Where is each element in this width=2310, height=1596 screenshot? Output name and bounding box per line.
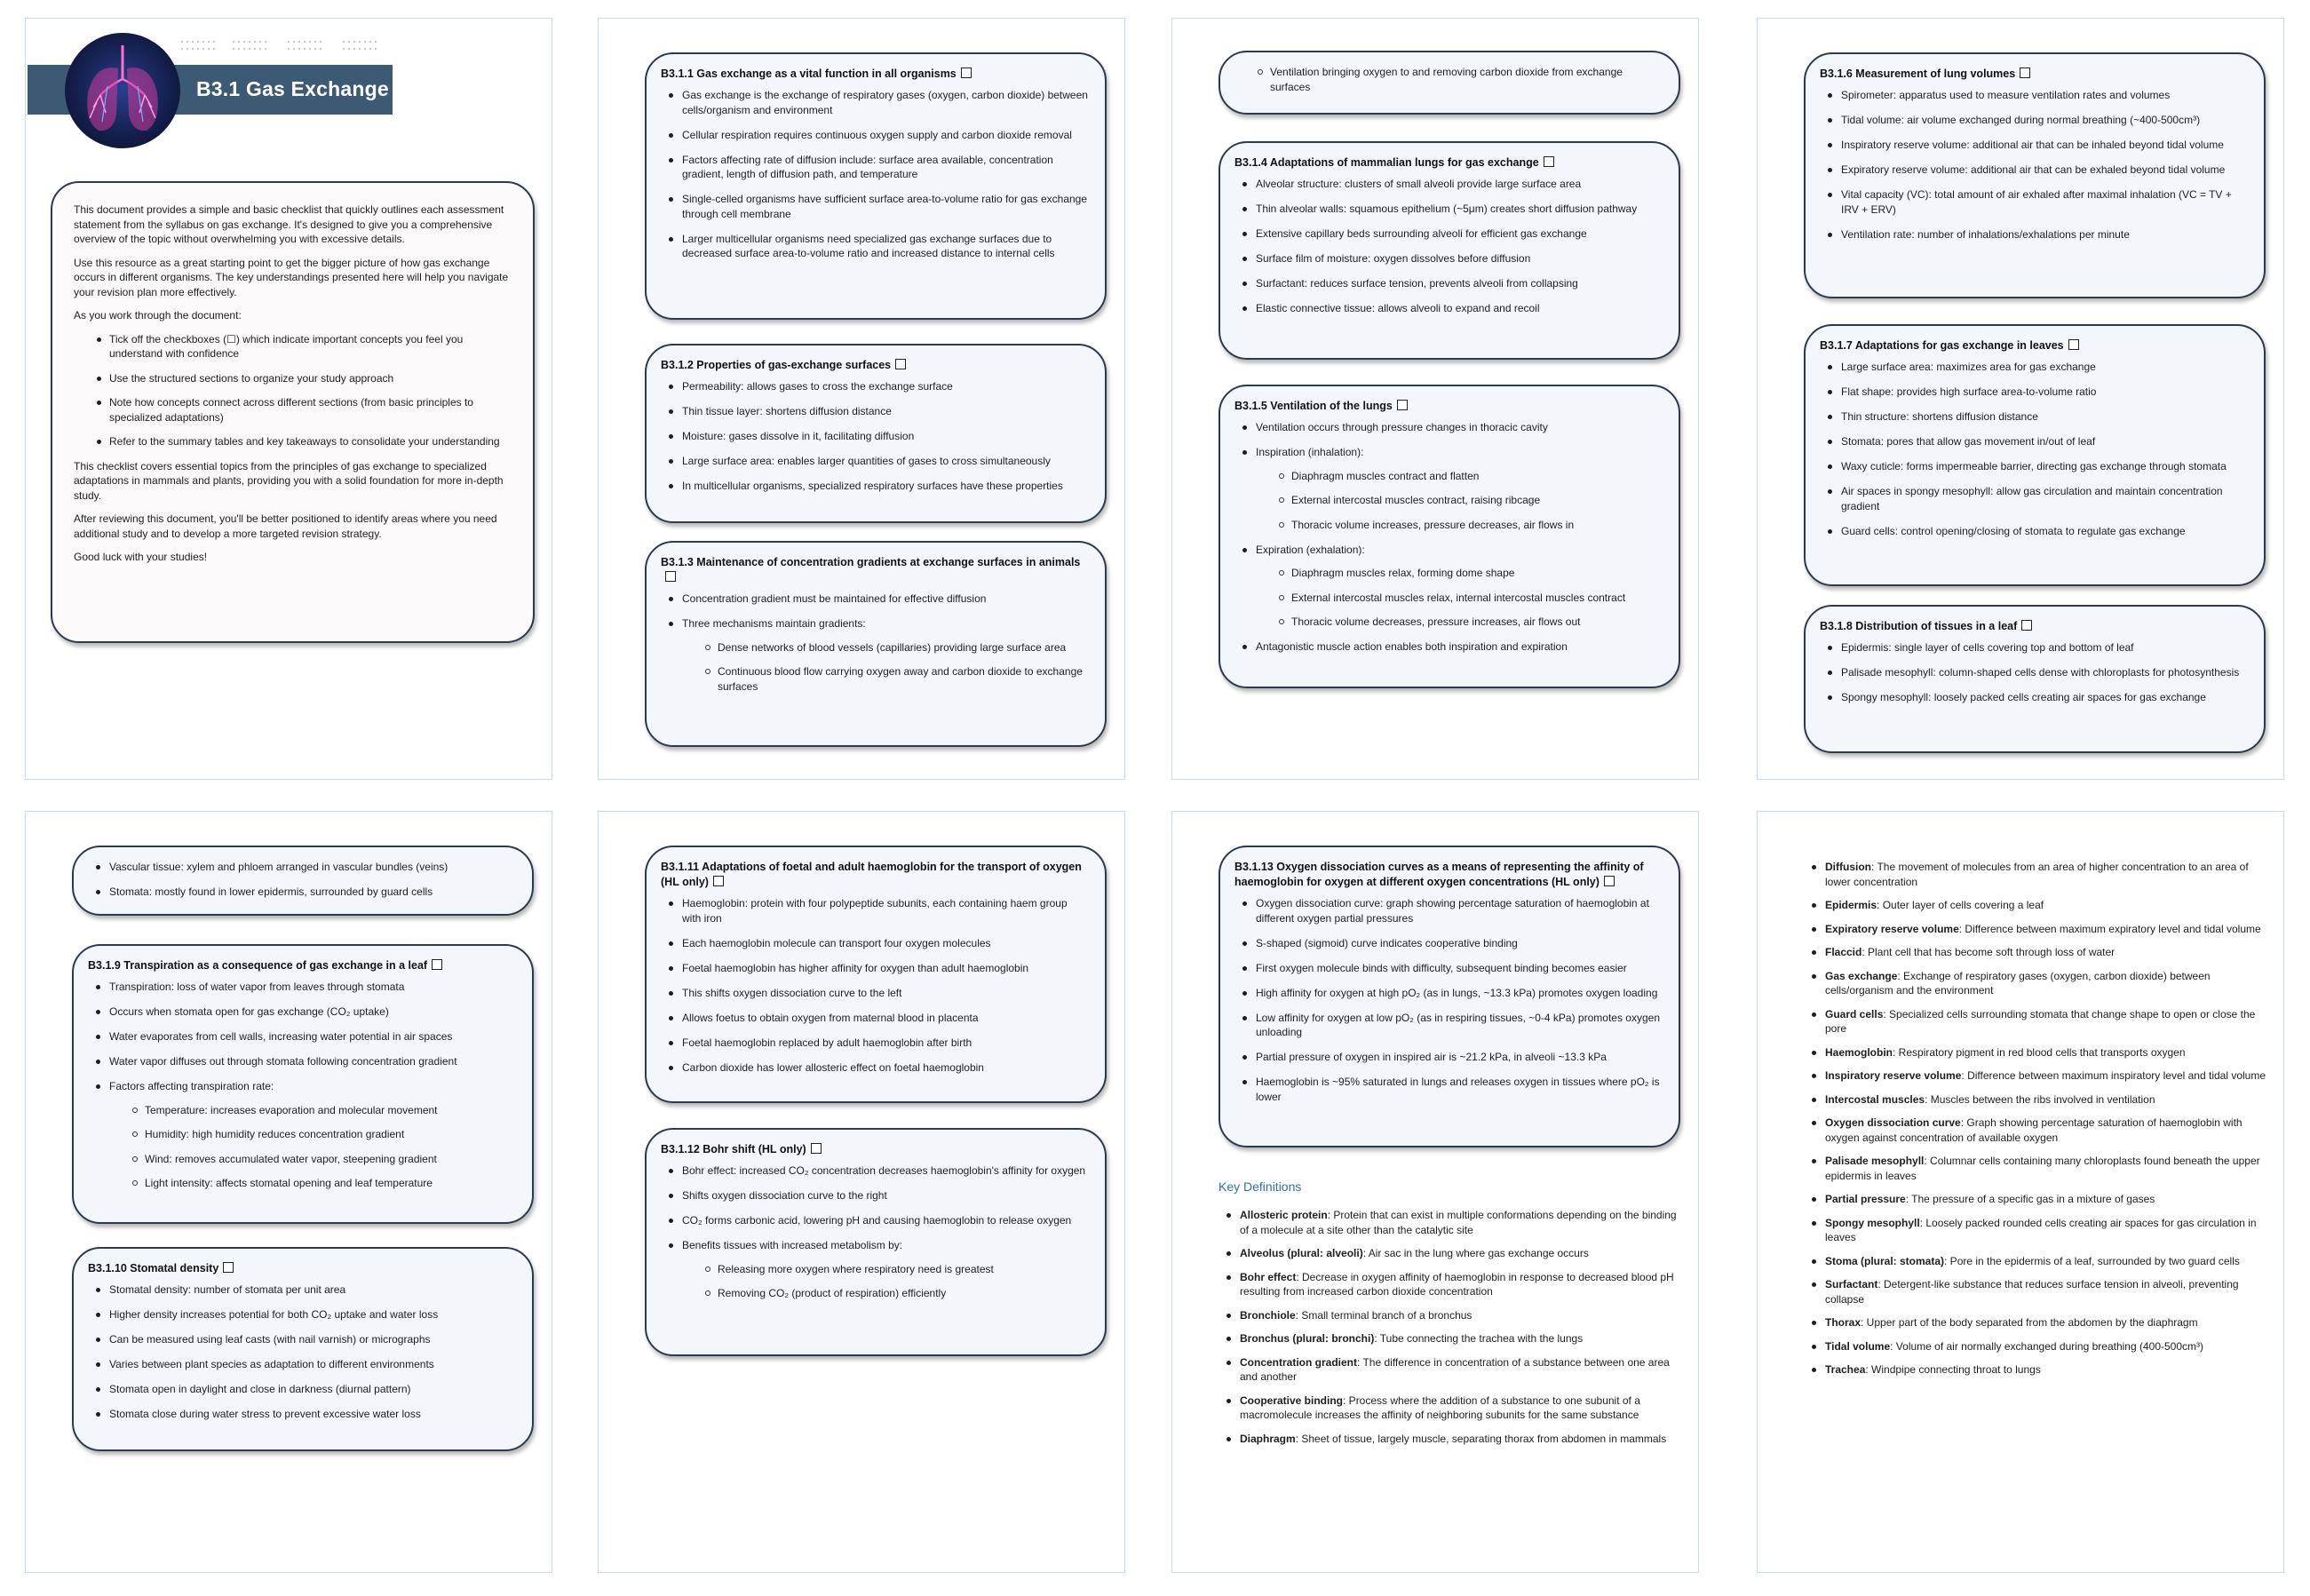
- intro-paragraph: This document provides a simple and basic checklist that quickly outlines each assessment statement from the syllabus on gas exchange. It's designed to give you a comprehensive overview of the topic without overwhelming you with excessive details.: [74, 203, 504, 245]
- definition-item: Tidal volume: Volume of air normally exchanged during breathing (400-500cm³): [1804, 1339, 2267, 1354]
- definition-item: Flaccid: Plant cell that has become soft through loss of water: [1804, 945, 2267, 960]
- sub-list-item: Thoracic volume decreases, pressure increases, air flows out: [1256, 615, 1663, 630]
- list-item: Can be measured using leaf casts (with nail varnish) or micrographs: [88, 1332, 516, 1347]
- section-list: [1234, 177, 1663, 316]
- checkbox-icon[interactable]: [223, 1262, 234, 1273]
- section-title: B3.1.9 Transpiration as a consequence of gas exchange in a leaf: [88, 958, 516, 973]
- list-item: This shifts oxygen dissociation curve to the left: [661, 986, 1089, 1001]
- section-title: B3.1.5 Ventilation of the lungs: [1234, 399, 1663, 414]
- definition-item: Cooperative binding: Process where the addition of a substance to one subunit of a macromolecule increases the affinity of neighboring subunits for the same substance: [1219, 1394, 1680, 1423]
- checkbox-icon[interactable]: [961, 67, 972, 78]
- section-title: B3.1.2 Properties of gas-exchange surfaces: [661, 358, 1089, 373]
- list-item: Haemoglobin is ~95% saturated in lungs and releases oxygen in tissues where pO₂ is lower: [1234, 1075, 1663, 1104]
- list-item: Three mechanisms maintain gradients: Dense networks of blood vessels (capillaries) providing large surface area Continuous blood flow carrying oxygen away and carbon dioxide to exchange surfaces: [661, 616, 1089, 694]
- list-item: High affinity for oxygen at high pO₂ (as in lungs, ~13.3 kPa) promotes oxygen loading: [1234, 986, 1663, 1001]
- section-list: [661, 896, 1089, 1075]
- list-item: Foetal haemoglobin replaced by adult haemoglobin after birth: [661, 1036, 1089, 1051]
- section-card-3-1-7: [1804, 324, 2266, 586]
- section-list: [88, 860, 516, 900]
- section-list: [88, 980, 516, 1191]
- list-item: Surface film of moisture: oxygen dissolves before diffusion: [1234, 251, 1663, 266]
- sub-list: [1256, 566, 1663, 630]
- definitions-heading: Key Definitions: [1219, 1179, 1302, 1194]
- list-item: Guard cells: control opening/closing of stomata to regulate gas exchange: [1820, 524, 2248, 539]
- list-item: Cellular respiration requires continuous oxygen supply and carbon dioxide removal: [661, 128, 1089, 143]
- list-item: Epidermis: single layer of cells covering top and bottom of leaf: [1820, 640, 2248, 655]
- page-title: B3.1 Gas Exchange: [196, 77, 389, 100]
- definition-item: Gas exchange: Exchange of respiratory gases (oxygen, carbon dioxide) between cells/organism and the environment: [1804, 969, 2267, 998]
- intro-paragraph: After reviewing this document, you'll be better positioned to identify areas where you need additional study and to develop a more targeted revision strategy.: [74, 512, 497, 540]
- list-item: Large surface area: maximizes area for gas exchange: [1820, 360, 2248, 375]
- definition-item: Bohr effect: Decrease in oxygen affinity of haemoglobin in response to decreased blood pH resulting from increased carbon dioxide concentration: [1219, 1270, 1680, 1299]
- section-list: [1234, 896, 1663, 1104]
- checkbox-icon[interactable]: [432, 959, 442, 970]
- section-list: [1820, 640, 2248, 705]
- sub-list-item: External intercostal muscles contract, raising ribcage: [1256, 493, 1663, 508]
- list-item: Varies between plant species as adaptation to different environments: [88, 1357, 516, 1372]
- list-item: Alveolar structure: clusters of small alveoli provide large surface area: [1234, 177, 1663, 192]
- definition-item: Concentration gradient: The difference in concentration of a substance between one area and another: [1219, 1355, 1680, 1385]
- sub-list: [109, 1103, 516, 1191]
- list-item: Water evaporates from cell walls, increasing water potential in air spaces: [88, 1029, 516, 1044]
- sub-list-item: Continuous blood flow carrying oxygen away and carbon dioxide to exchange surfaces: [682, 664, 1089, 694]
- definitions-list-1: [1219, 1208, 1680, 1455]
- list-item: Transpiration: loss of water vapor from leaves through stomata: [88, 980, 516, 995]
- list-item: Elastic connective tissue: allows alveoli to expand and recoil: [1234, 301, 1663, 316]
- section-card-3-1-3-continued: [1219, 51, 1680, 115]
- sub-list-item: Diaphragm muscles contract and flatten: [1256, 469, 1663, 484]
- sub-list-item: Releasing more oxygen where respiratory need is greatest: [682, 1262, 1089, 1277]
- section-list: [661, 1163, 1089, 1301]
- section-card-3-1-6: [1804, 52, 2266, 298]
- list-item: Benefits tissues with increased metabolism by: Releasing more oxygen where respiratory need is greatest Removing CO₂ (product of respiration) efficiently: [661, 1238, 1089, 1301]
- list-item: Spongy mesophyll: loosely packed cells creating air spaces for gas exchange: [1820, 690, 2248, 705]
- section-card-3-1-10: [72, 1247, 534, 1451]
- list-item: Inspiratory reserve volume: additional air that can be inhaled beyond tidal volume: [1820, 138, 2248, 153]
- section-card-3-1-12: [645, 1128, 1107, 1356]
- list-item: Thin tissue layer: shortens diffusion distance: [661, 404, 1089, 419]
- list-item: Low affinity for oxygen at low pO₂ (as in respiring tissues, ~0-4 kPa) promotes oxygen unloading: [1234, 1011, 1663, 1040]
- section-card-3-1-3: [645, 541, 1107, 747]
- list-item: Flat shape: provides high surface area-to-volume ratio: [1820, 385, 2248, 400]
- list-item: Vital capacity (VC): total amount of air exhaled after maximal inhalation (VC = TV + IRV + ERV): [1820, 187, 2248, 217]
- section-card-3-1-9: [72, 944, 534, 1224]
- list-item: Allows foetus to obtain oxygen from maternal blood in placenta: [661, 1011, 1089, 1026]
- section-list: [1234, 420, 1663, 655]
- list-item: Air spaces in spongy mesophyll: allow gas circulation and maintain concentration gradient: [1820, 484, 2248, 513]
- list-item: Stomatal density: number of stomata per unit area: [88, 1282, 516, 1298]
- section-title: B3.1.3 Maintenance of concentration gradients at exchange surfaces in animals: [661, 555, 1089, 585]
- list-item: Foetal haemoglobin has higher affinity for oxygen than adult haemoglobin: [661, 961, 1089, 976]
- sub-list-item: Dense networks of blood vessels (capillaries) providing large surface area: [682, 640, 1089, 655]
- list-item: Factors affecting transpiration rate: Temperature: increases evaporation and molecular movement Humidity: high humidity reduces concentration gradient Wind: removes accumulated water vapor, steepening gradient Light intensity: affects stomatal opening and leaf temperature: [88, 1079, 516, 1191]
- definition-item: Guard cells: Specialized cells surrounding stomata that change shape to open or close the pore: [1804, 1007, 2267, 1036]
- section-title: B3.1.10 Stomatal density: [88, 1261, 516, 1276]
- list-item: Tidal volume: air volume exchanged during normal breathing (~400-500cm³): [1820, 113, 2248, 128]
- list-item: Shifts oxygen dissociation curve to the right: [661, 1188, 1089, 1203]
- definition-item: Thorax: Upper part of the body separated from the abdomen by the diaphragm: [1804, 1315, 2267, 1330]
- section-list: [1820, 88, 2248, 242]
- list-item: Spirometer: apparatus used to measure ventilation rates and volumes: [1820, 88, 2248, 103]
- checkbox-icon[interactable]: [665, 571, 676, 582]
- checkbox-icon[interactable]: [1544, 156, 1554, 167]
- list-item: Use the structured sections to organize your study approach: [74, 371, 512, 386]
- section-title: B3.1.7 Adaptations for gas exchange in leaves: [1820, 338, 2248, 353]
- intro-list: [74, 332, 512, 449]
- page-6: [598, 811, 1125, 1573]
- definition-item: Oxygen dissociation curve: Graph showing percentage saturation of haemoglobin with oxygen against concentration of available oxygen: [1804, 1116, 2267, 1145]
- section-card-3-1-1: [645, 52, 1107, 320]
- checkbox-icon[interactable]: [811, 1143, 822, 1154]
- section-list: [88, 1282, 516, 1422]
- sub-list-item: Humidity: high humidity reduces concentration gradient: [109, 1127, 516, 1142]
- checkbox-icon[interactable]: [2068, 339, 2079, 350]
- page-5: [25, 811, 552, 1573]
- list-item: Oxygen dissociation curve: graph showing percentage saturation of haemoglobin at different oxygen partial pressures: [1234, 896, 1663, 925]
- definition-item: Partial pressure: The pressure of a specific gas in a mixture of gases: [1804, 1192, 2267, 1207]
- list-item: Stomata open in daylight and close in darkness (diurnal pattern): [88, 1382, 516, 1397]
- sub-list-item: Wind: removes accumulated water vapor, steepening gradient: [109, 1152, 516, 1167]
- intro-paragraph: Use this resource as a great starting point to get the bigger picture of how gas exchange occurs in different organisms. The key understandings presented here will help you navigate your revision plan more effectively.: [74, 256, 509, 298]
- section-list: [1820, 360, 2248, 538]
- definition-item: Haemoglobin: Respiratory pigment in red blood cells that transports oxygen: [1804, 1045, 2267, 1060]
- list-item: Permeability: allows gases to cross the exchange surface: [661, 379, 1089, 394]
- list-item: Stomata close during water stress to prevent excessive water loss: [88, 1407, 516, 1422]
- section-title: B3.1.13 Oxygen dissociation curves as a means of representing the affinity of haemoglobin for oxygen at different oxygen concentrations (HL only): [1234, 861, 1644, 888]
- definition-item: Bronchus (plural: bronchi): Tube connecting the trachea with the lungs: [1219, 1331, 1680, 1346]
- list-item: Thin structure: shortens diffusion distance: [1820, 409, 2248, 425]
- definition-item: Bronchiole: Small terminal branch of a bronchus: [1219, 1308, 1680, 1323]
- list-item: Stomata: mostly found in lower epidermis, surrounded by guard cells: [88, 885, 516, 900]
- section-title: B3.1.1 Gas exchange as a vital function in all organisms: [661, 67, 1089, 82]
- section-title: B3.1.4 Adaptations of mammalian lungs for gas exchange: [1234, 155, 1663, 171]
- section-list: [661, 88, 1089, 261]
- list-item: In multicellular organisms, specialized respiratory surfaces have these properties: [661, 479, 1089, 494]
- page-1: [25, 18, 552, 780]
- checkbox-icon[interactable]: [2020, 67, 2030, 78]
- page-8: [1757, 811, 2284, 1573]
- section-card-3-1-8-continued: [72, 846, 534, 916]
- list-item: Concentration gradient must be maintained for effective diffusion: [661, 592, 1089, 607]
- section-title: B3.1.12 Bohr shift (HL only): [661, 1142, 1089, 1157]
- intro-paragraph: This checklist covers essential topics from the principles of gas exchange to specialized adaptations in mammals and plants, providing you with a solid foundation for more in-depth study.: [74, 459, 504, 502]
- definition-item: Expiratory reserve volume: Difference between maximum expiratory level and tidal volume: [1804, 922, 2267, 937]
- definition-item: Intercostal muscles: Muscles between the ribs involved in ventilation: [1804, 1092, 2267, 1108]
- section-card-3-1-8: [1804, 605, 2266, 753]
- list-item: Carbon dioxide has lower allosteric effect on foetal haemoglobin: [661, 1060, 1089, 1076]
- page-2: [598, 18, 1125, 780]
- intro-card: [51, 181, 535, 643]
- list-item: Waxy cuticle: forms impermeable barrier, directing gas exchange through stomata: [1820, 459, 2248, 474]
- list-item: Expiration (exhalation): Diaphragm muscles relax, forming dome shape External intercostal muscles relax, internal intercostal muscles contract Thoracic volume decreases, pressure increases, air flows out: [1234, 543, 1663, 630]
- list-item: Each haemoglobin molecule can transport four oxygen molecules: [661, 936, 1089, 951]
- list-item: First oxygen molecule binds with difficulty, subsequent binding becomes easier: [1234, 961, 1663, 976]
- section-card-3-1-5: [1219, 385, 1680, 688]
- list-item: Bohr effect: increased CO₂ concentration decreases haemoglobin's affinity for oxygen: [661, 1163, 1089, 1179]
- section-title: B3.1.8 Distribution of tissues in a leaf: [1820, 619, 2248, 634]
- checkbox-icon[interactable]: [1397, 400, 1408, 410]
- sub-list: [1234, 65, 1663, 94]
- list-item: Factors affecting rate of diffusion include: surface area available, concentration gradient, length of diffusion path, and temperature: [661, 153, 1089, 182]
- list-item: Water vapor diffuses out through stomata following concentration gradient: [88, 1054, 516, 1069]
- page-7: [1171, 811, 1699, 1573]
- definition-item: Surfactant: Detergent-like substance that reduces surface tension in alveoli, preventing collapse: [1804, 1277, 2267, 1306]
- list-item: Large surface area: enables larger quantities of gases to cross simultaneously: [661, 454, 1089, 469]
- list-item: Ventilation occurs through pressure changes in thoracic cavity: [1234, 420, 1663, 435]
- list-item: Moisture: gases dissolve in it, facilitating diffusion: [661, 429, 1089, 444]
- list-item: Extensive capillary beds surrounding alveoli for efficient gas exchange: [1234, 226, 1663, 242]
- definition-item: Spongy mesophyll: Loosely packed rounded cells creating air spaces for gas circulation in leaves: [1804, 1216, 2267, 1245]
- list-item: Occurs when stomata open for gas exchange (CO₂ uptake): [88, 1004, 516, 1020]
- list-item: Ventilation rate: number of inhalations/exhalations per minute: [1820, 227, 2248, 242]
- list-item: Gas exchange is the exchange of respiratory gases (oxygen, carbon dioxide) between cells/organism and environment: [661, 88, 1089, 117]
- list-item: Expiratory reserve volume: additional air that can be exhaled beyond tidal volume: [1820, 163, 2248, 178]
- section-list: [661, 592, 1089, 694]
- intro-paragraph: As you work through the document:: [74, 309, 242, 322]
- list-item: Thin alveolar walls: squamous epithelium (~5μm) creates short diffusion pathway: [1234, 202, 1663, 217]
- list-item: Inspiration (inhalation): Diaphragm muscles contract and flatten External intercostal muscles contract, raising ribcage Thoracic volume increases, pressure decreases, air flows in: [1234, 445, 1663, 532]
- sub-list: [682, 640, 1089, 695]
- definition-item: Stoma (plural: stomata): Pore in the epidermis of a leaf, surrounded by two guard cells: [1804, 1254, 2267, 1269]
- checkbox-icon[interactable]: [1604, 876, 1615, 886]
- sub-list-item: Removing CO₂ (product of respiration) efficiently: [682, 1286, 1089, 1301]
- definition-item: Palisade mesophyll: Columnar cells containing many chloroplasts found beneath the upper epidermis in leaves: [1804, 1154, 2267, 1183]
- definition-item: Alveolus (plural: alveoli): Air sac in the lung where gas exchange occurs: [1219, 1246, 1680, 1261]
- page-3: [1171, 18, 1699, 780]
- list-item: Partial pressure of oxygen in inspired air is ~21.2 kPa, in alveoli ~13.3 kPa: [1234, 1050, 1663, 1065]
- section-card-3-1-4: [1219, 141, 1680, 360]
- section-title: B3.1.11 Adaptations of foetal and adult haemoglobin for the transport of oxygen (HL only): [661, 861, 1082, 888]
- sub-list-item: External intercostal muscles relax, internal intercostal muscles contract: [1256, 591, 1663, 606]
- sub-list: [682, 1262, 1089, 1301]
- sub-list-item: Light intensity: affects stomatal opening and leaf temperature: [109, 1176, 516, 1191]
- definition-item: Trachea: Windpipe connecting throat to lungs: [1804, 1362, 2267, 1378]
- sub-list-item: Diaphragm muscles relax, forming dome shape: [1256, 566, 1663, 581]
- list-item: Tick off the checkboxes (☐) which indicate important concepts you feel you understand with confidence: [74, 332, 512, 361]
- sub-list: [1256, 469, 1663, 533]
- list-item: Stomata: pores that allow gas movement in/out of leaf: [1820, 434, 2248, 449]
- list-item: Refer to the summary tables and key takeaways to consolidate your understanding: [74, 434, 512, 449]
- list-item: CO₂ forms carbonic acid, lowering pH and causing haemoglobin to release oxygen: [661, 1213, 1089, 1228]
- definition-item: Diaphragm: Sheet of tissue, largely muscle, separating thorax from abdomen in mammals: [1219, 1432, 1680, 1447]
- section-list: [661, 379, 1089, 494]
- list-item: Surfactant: reduces surface tension, prevents alveoli from collapsing: [1234, 276, 1663, 291]
- definition-item: Diffusion: The movement of molecules from an area of higher concentration to an area of lower concentration: [1804, 860, 2267, 889]
- definition-item: Epidermis: Outer layer of cells covering a leaf: [1804, 898, 2267, 913]
- list-item: Vascular tissue: xylem and phloem arranged in vascular bundles (veins): [88, 860, 516, 875]
- section-card-3-1-13: [1219, 846, 1680, 1147]
- list-item: Note how concepts connect across different sections (from basic principles to specialized adaptations): [74, 395, 512, 425]
- sub-list-item: Temperature: increases evaporation and molecular movement: [109, 1103, 516, 1118]
- lungs-icon: [65, 33, 180, 148]
- list-item: Palisade mesophyll: column-shaped cells dense with chloroplasts for photosynthesis: [1820, 665, 2248, 680]
- sub-list-item: Thoracic volume increases, pressure decreases, air flows in: [1256, 518, 1663, 533]
- page-4: [1757, 18, 2284, 780]
- list-item: Single-celled organisms have sufficient surface area-to-volume ratio for gas exchange through cell membrane: [661, 192, 1089, 221]
- definitions-list-2: [1804, 860, 2267, 1386]
- section-title: B3.1.6 Measurement of lung volumes: [1820, 67, 2248, 82]
- list-item: Antagonistic muscle action enables both inspiration and expiration: [1234, 639, 1663, 655]
- checkbox-icon[interactable]: [713, 876, 724, 886]
- checkbox-icon[interactable]: [895, 359, 906, 369]
- list-item: Larger multicellular organisms need specialized gas exchange surfaces due to decreased surface area-to-volume ratio and increased distance to internal cells: [661, 232, 1089, 261]
- list-item: S-shaped (sigmoid) curve indicates cooperative binding: [1234, 936, 1663, 951]
- definition-item: Inspiratory reserve volume: Difference between maximum inspiratory level and tidal volume: [1804, 1068, 2267, 1084]
- checkbox-icon[interactable]: [2021, 620, 2032, 631]
- section-card-3-1-11: [645, 846, 1107, 1103]
- intro-paragraph: Good luck with your studies!: [74, 551, 208, 563]
- decorative-dots: [179, 38, 392, 54]
- section-card-3-1-2: [645, 344, 1107, 523]
- sub-list-item: Ventilation bringing oxygen to and removing carbon dioxide from exchange surfaces: [1234, 65, 1663, 94]
- list-item: Higher density increases potential for both CO₂ uptake and water loss: [88, 1307, 516, 1322]
- list-item: Haemoglobin: protein with four polypeptide subunits, each containing haem group with iron: [661, 896, 1089, 925]
- definition-item: Allosteric protein: Protein that can exist in multiple conformations depending on the binding of a molecule at a site other than the catalytic site: [1219, 1208, 1680, 1237]
